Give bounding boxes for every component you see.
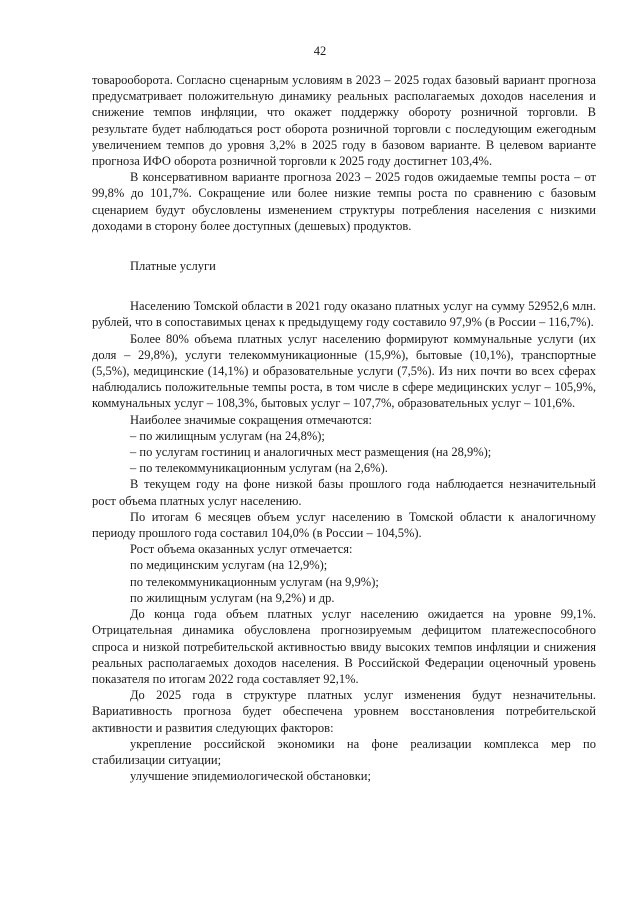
paragraph-current-year: В текущем году на фоне низкой базы прошлого года наблюдается незначительный рост объема платных услуг населению. bbox=[92, 477, 596, 508]
paragraph-conservative-scenario: В консервативном варианте прогноза 2023 – 2025 годов ожидаемые темпы роста – от 99,8% до 101,7%. Сокращение или более низкие темпы роста по сравнению с базовым сценарием будут обусловлены изменением структуры потребления населения с низкими доходами в сторону более доступных (дешевых) продуктов. bbox=[92, 170, 596, 233]
list-item-reduction: – по жилищным услугам (на 24,8%); bbox=[130, 428, 325, 443]
section-heading-paid-services: Платные услуги bbox=[130, 259, 216, 274]
list-item-reduction: – по телекоммуникационным услугам (на 2,6%). bbox=[130, 461, 388, 476]
paragraph-2025-outlook: До 2025 года в структуре платных услуг изменения будут незначительны. Вариативность прогноза будет обеспечена уровнем восстановления потребительской активности и развития следующих факторов: bbox=[92, 688, 596, 735]
paragraph-services-structure: Более 80% объема платных услуг населению формируют коммунальные услуги (их доля – 29,8%), услуги телекоммуникационные (15,9%), бытовые (10,1%), транспортные (5,5%), медицинские (14,1%) и образовательные услуги (7,5%). Из них почти во всех сферах наблюдались положительные темпы роста, в том числе в сфере медицинских услуг – 105,9%, коммунальных услуг – 108,3%, бытовых услуг – 107,7%, образовательных услуг – 101,6%. bbox=[92, 331, 596, 411]
paragraph-factor-epidemiology: улучшение эпидемиологической обстановки; bbox=[130, 769, 371, 784]
paragraph-reductions-intro: Наиболее значимые сокращения отмечаются: bbox=[130, 412, 372, 427]
paragraph-factor-economy: укрепление российской экономики на фоне реализации комплекса мер по стабилизации ситуации; bbox=[92, 736, 596, 767]
paragraph-growth-intro: Рост объема оказанных услуг отмечается: bbox=[130, 542, 353, 557]
list-item-growth: по телекоммуникационным услугам (на 9,9%); bbox=[130, 574, 379, 589]
list-item-reduction: – по услугам гостиниц и аналогичных мест размещения (на 28,9%); bbox=[130, 445, 492, 460]
list-item-growth: по жилищным услугам (на 9,2%) и др. bbox=[130, 590, 335, 605]
paragraph-year-end-forecast: До конца года объем платных услуг населению ожидается на уровне 99,1%. Отрицательная динамика обусловлена прогнозируемым дефицитом платежеспособного спроса и низкой потребительской активностью ввиду высоких темпов инфляции и снижения реальных располагаемых доходов населения. В Российской Федерации оценочный уровень показателя по итогам 2022 года составляет 92,1%. bbox=[92, 607, 596, 686]
paragraph-retail-continuation: товарооборота. Согласно сценарным условиям в 2023 – 2025 годах базовый вариант прогноза предусматривает положительную динамику реальных располагаемых доходов населения и снижение темпов инфляции, что окажет поддержку обороту розничной торговли. В результате будет наблюдаться рост оборота розничной торговли с последующим ежегодным увеличением темпов до уровня 3,2% в 2025 году в базовом варианте. В целевом варианте прогноза ИФО оборота розничной торговли к 2025 году достигнет 103,4%. bbox=[92, 73, 596, 169]
paragraph-services-volume-2021: Населению Томской области в 2021 году оказано платных услуг на сумму 52952,6 млн. рублей, что в сопоставимых ценах к предыдущему году составило 97,9% (в России – 116,7%). bbox=[92, 299, 596, 330]
paragraph-six-months: По итогам 6 месяцев объем услуг населению в Томской области к аналогичному периоду прошлого года составил 104,0% (в России – 104,5%). bbox=[92, 509, 596, 541]
page-number: 42 bbox=[313, 44, 327, 58]
document-body bbox=[92, 72, 596, 784]
list-item-growth: по медицинским услугам (на 12,9%); bbox=[130, 558, 328, 573]
